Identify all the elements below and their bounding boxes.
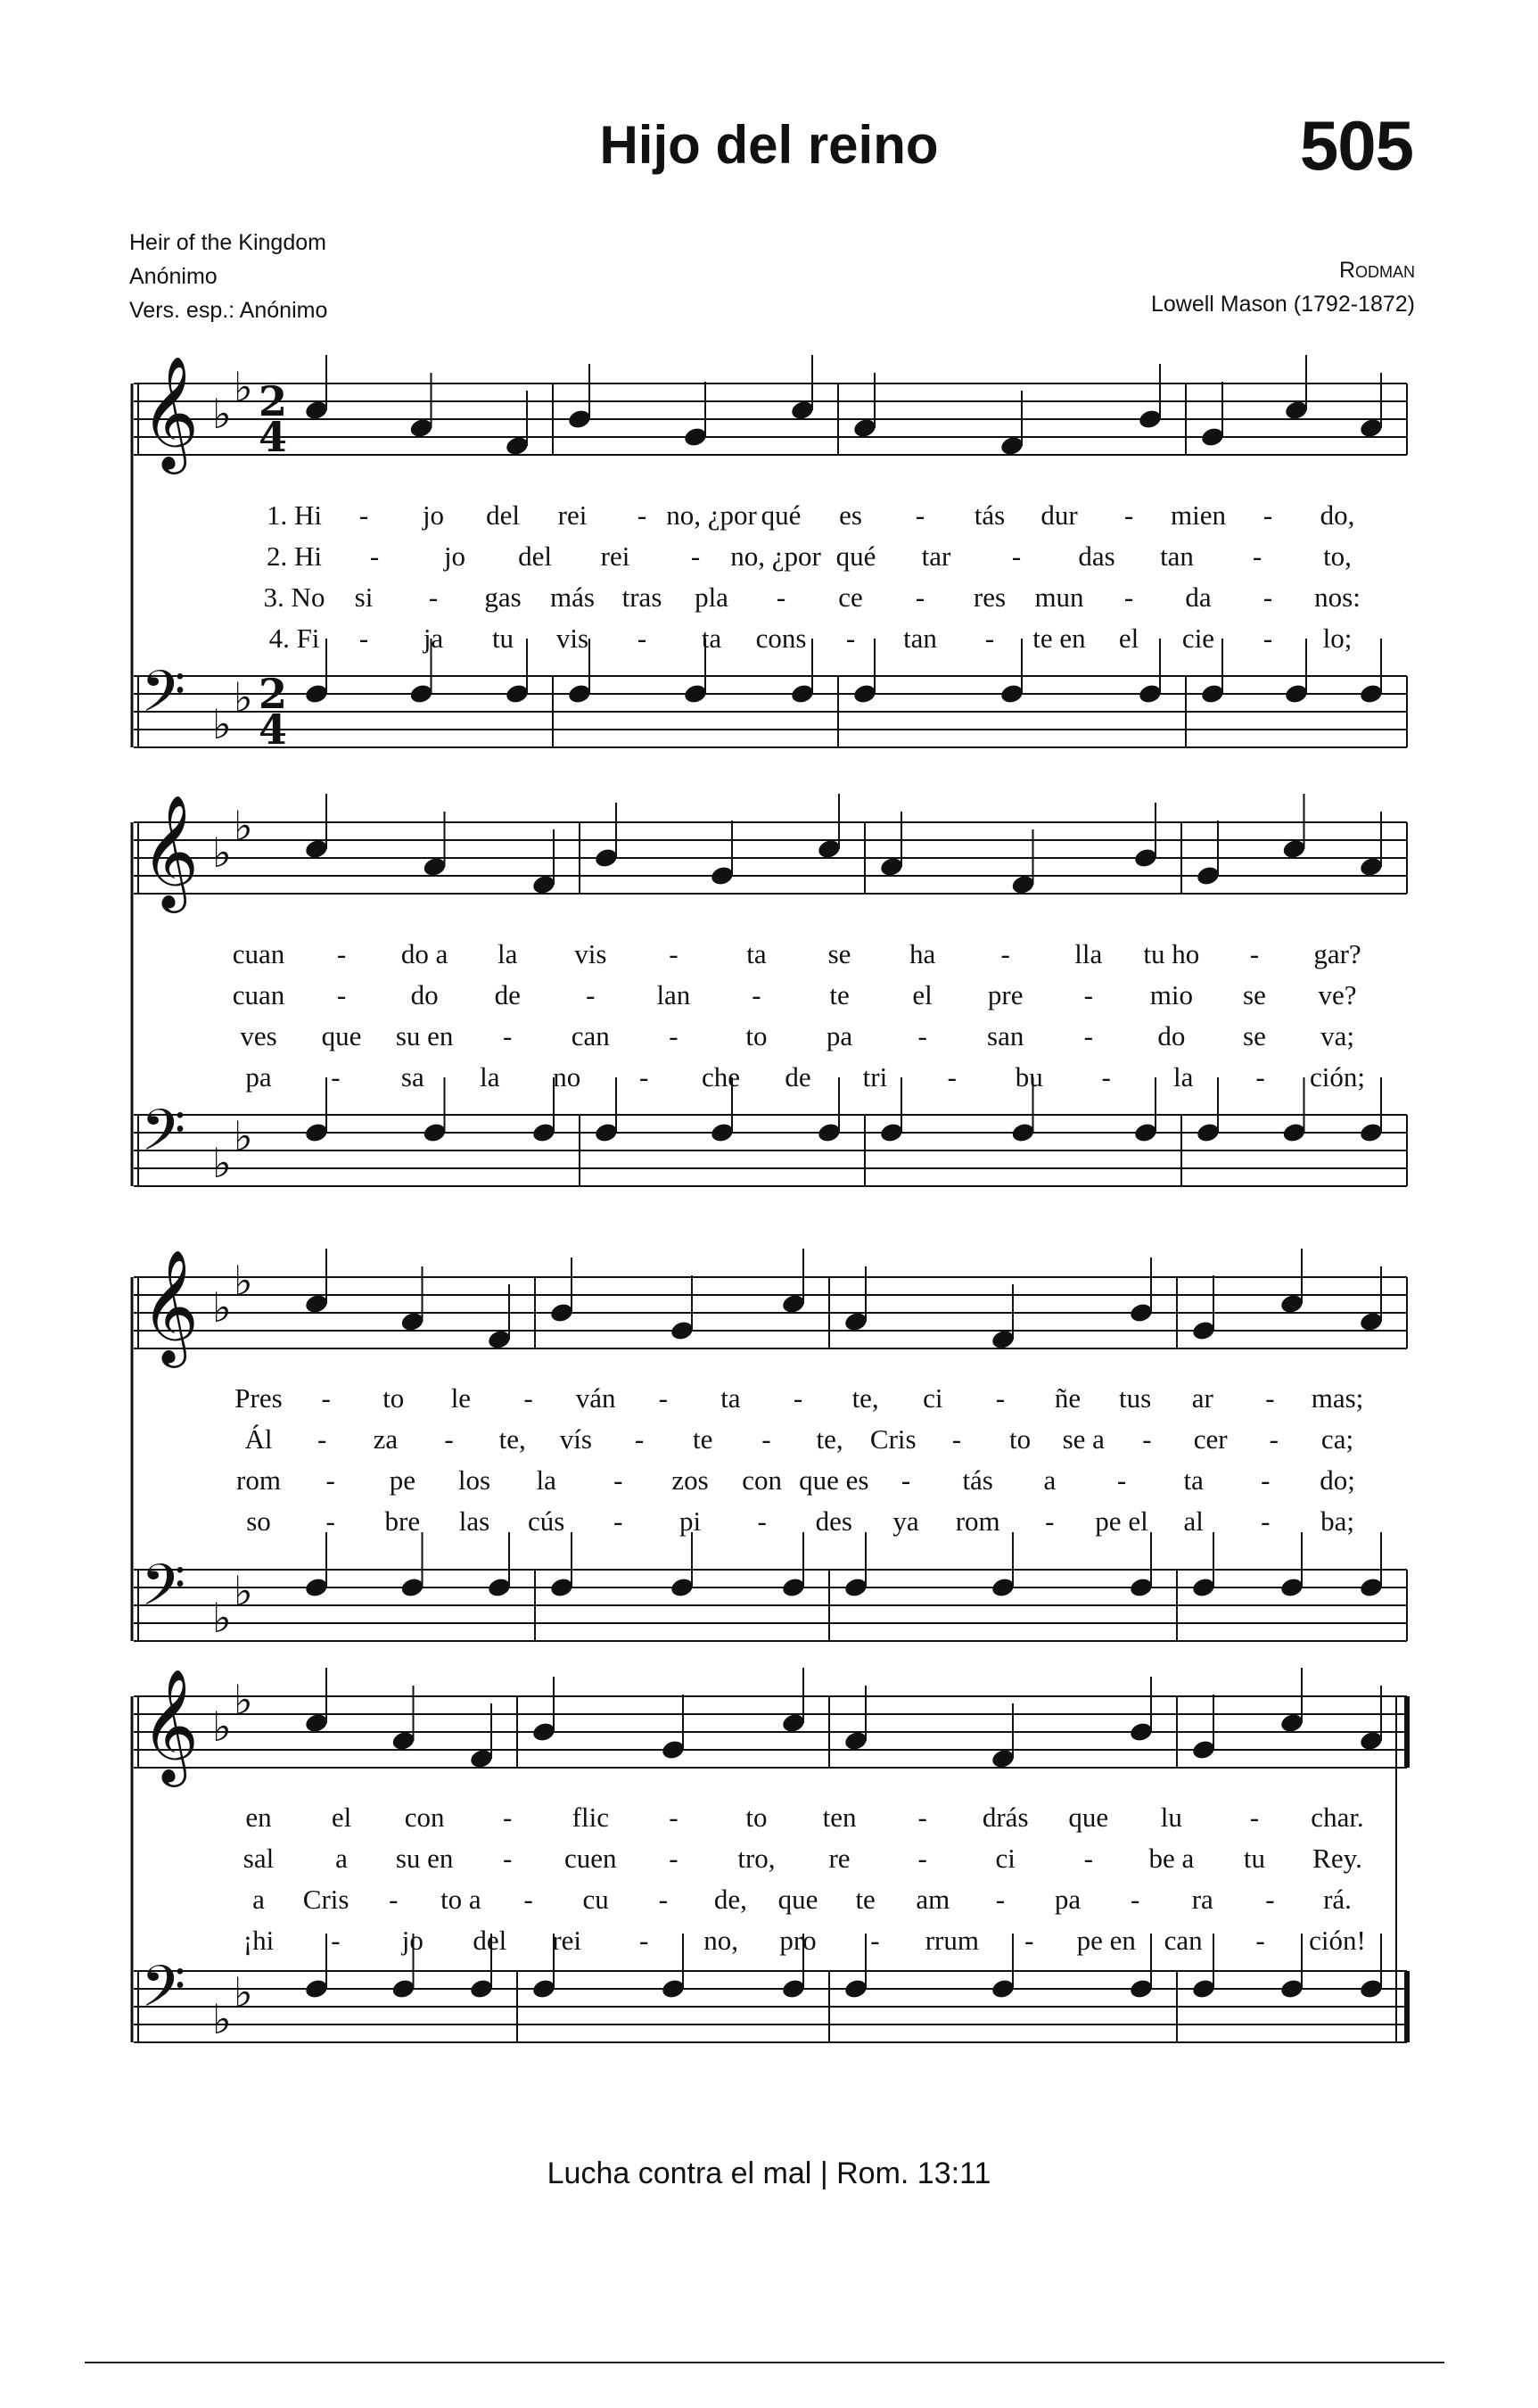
lyric-hyphen: -: [1262, 623, 1273, 654]
lyric-hyphen: -: [1142, 1423, 1152, 1455]
lyric-hyphen: -: [1024, 1925, 1034, 1956]
lyric-syllable: te: [693, 1423, 713, 1455]
lyric-syllable: vis: [574, 938, 607, 969]
lyric-syllable: de: [494, 979, 521, 1010]
lyric-syllable: no,: [703, 1925, 738, 1956]
lyric-syllable: cús: [527, 1505, 565, 1537]
lyric-syllable: 4. Fi: [268, 623, 320, 654]
lyric-syllable: rá.: [1323, 1884, 1352, 1915]
flat-icon: ♭: [234, 1257, 253, 1305]
lyric-hyphen: -: [336, 938, 347, 969]
lyric-syllable: be a: [1148, 1843, 1195, 1874]
lyric-hyphen: -: [503, 1020, 513, 1051]
lyric-hyphen: -: [325, 1464, 335, 1496]
lyric-syllable: mio: [1149, 979, 1193, 1010]
lyric-hyphen: -: [638, 1061, 649, 1093]
lyric-syllable: cu: [582, 1884, 609, 1915]
lyric-hyphen: -: [331, 1061, 341, 1093]
lyric-hyphen: -: [358, 623, 369, 654]
lyric-syllable: ya: [892, 1505, 919, 1537]
lyric-syllable: ción;: [1310, 1061, 1365, 1093]
lyric-hyphen: -: [1265, 1382, 1275, 1414]
lyric-hyphen: -: [901, 1464, 911, 1496]
lyric-hyphen: -: [870, 1925, 880, 1956]
lyric-syllable: la: [498, 938, 518, 969]
lyric-hyphen: -: [669, 1802, 679, 1833]
lyric-syllable: tras: [621, 581, 662, 613]
lyric-syllable: cons: [755, 623, 807, 654]
lyric-syllable: gas: [484, 581, 522, 613]
flat-icon: ♭: [212, 700, 232, 748]
lyric-syllable: qué: [835, 540, 876, 572]
lyric-hyphen: -: [658, 1884, 668, 1915]
lyric-syllable: el: [331, 1802, 352, 1833]
lyric-syllable: ra: [1191, 1884, 1213, 1915]
flat-icon: ♭: [234, 1112, 253, 1160]
lyric-syllable: ta: [701, 623, 722, 654]
lyric-syllable: vís: [559, 1423, 592, 1455]
treble-clef-icon: 𝄞: [141, 1668, 200, 1782]
lyric-syllable: te: [855, 1884, 876, 1915]
lyric-hyphen: -: [1265, 1884, 1275, 1915]
lyric-syllable: rom: [955, 1505, 1000, 1537]
lyric-syllable: a: [252, 1884, 265, 1915]
lyric-syllable: dur: [1040, 499, 1078, 531]
lyric-syllable: rom: [236, 1464, 281, 1496]
lyric-syllable: to: [745, 1020, 768, 1051]
flat-icon: ♭: [212, 1995, 232, 2043]
lyric-syllable: nos:: [1314, 581, 1361, 613]
flat-icon: ♭: [212, 1283, 232, 1332]
lyric-syllable: con: [742, 1464, 783, 1496]
lyric-hyphen: -: [317, 1423, 327, 1455]
lyric-hyphen: -: [669, 1020, 679, 1051]
lyric-hyphen: -: [761, 1423, 771, 1455]
lyric-syllable: el: [1118, 623, 1139, 654]
lyric-syllable: tus: [1119, 1382, 1152, 1414]
lyric-hyphen: -: [637, 499, 647, 531]
lyric-syllable: re: [828, 1843, 851, 1874]
lyric-hyphen: -: [613, 1464, 623, 1496]
lyric-syllable: cer: [1193, 1423, 1228, 1455]
lyric-hyphen: -: [951, 1423, 962, 1455]
flat-icon: ♭: [212, 390, 232, 438]
lyric-syllable: lla: [1074, 938, 1103, 969]
lyric-hyphen: -: [947, 1061, 958, 1093]
lyric-hyphen: -: [669, 1843, 679, 1874]
lyric-hyphen: -: [638, 1925, 649, 1956]
lyric-syllable: pro: [779, 1925, 817, 1956]
treble-clef-icon: 𝄞: [141, 355, 200, 469]
lyric-syllable: do: [410, 979, 439, 1010]
lyric-syllable: ba;: [1320, 1505, 1354, 1537]
translator: Vers. esp.: Anónimo: [129, 298, 328, 323]
lyric-syllable: cuan: [232, 938, 285, 969]
lyric-syllable: char.: [1311, 1802, 1364, 1833]
lyric-syllable: pi: [679, 1505, 702, 1537]
bass-clef-icon: 𝄢: [141, 1553, 186, 1633]
lyric-syllable: tri: [862, 1061, 888, 1093]
lyric-syllable: am: [916, 1884, 950, 1915]
lyric-syllable: das: [1078, 540, 1115, 572]
lyric-syllable: san: [987, 1020, 1024, 1051]
lyric-hyphen: -: [793, 1382, 803, 1414]
lyric-hyphen: -: [358, 499, 369, 531]
lyric-syllable: ha: [909, 938, 936, 969]
lyric-syllable: Pres: [234, 1382, 283, 1414]
lyric-syllable: tan: [903, 623, 937, 654]
lyric-syllable: qué: [761, 499, 802, 531]
lyric-syllable: de,: [713, 1884, 747, 1915]
lyric-syllable: del: [518, 540, 552, 572]
lyric-syllable: pa: [1054, 1884, 1082, 1915]
lyric-hyphen: -: [1083, 1843, 1093, 1874]
lyric-syllable: pa: [245, 1061, 272, 1093]
lyric-hyphen: -: [1262, 581, 1273, 613]
lyric-hyphen: -: [1249, 1802, 1260, 1833]
lyric-hyphen: -: [1083, 1020, 1093, 1051]
footer-reference: Rom. 13:11: [836, 2156, 991, 2190]
lyric-syllable: to: [745, 1802, 768, 1833]
lyric-syllable: los: [457, 1464, 491, 1496]
time-signature-digit: 4: [259, 413, 288, 461]
lyric-hyphen: -: [1269, 1423, 1279, 1455]
lyric-syllable: pe en: [1076, 1925, 1136, 1956]
lyric-syllable: al: [1183, 1505, 1204, 1537]
bass-clef-icon: 𝄢: [141, 659, 186, 739]
lyric-syllable: so: [246, 1505, 271, 1537]
lyric-syllable: do,: [1320, 499, 1355, 531]
lyric-hyphen: -: [776, 581, 786, 613]
lyric-syllable: la: [480, 1061, 500, 1093]
lyric-syllable: 3. No: [263, 581, 325, 613]
lyric-syllable: del: [473, 1925, 507, 1956]
lyric-hyphen: -: [995, 1382, 1006, 1414]
lyric-syllable: lu: [1160, 1802, 1182, 1833]
flat-icon: ♭: [212, 1139, 232, 1187]
lyric-syllable: to a: [440, 1884, 481, 1915]
lyric-syllable: que: [1068, 1802, 1109, 1833]
lyric-syllable: la: [536, 1464, 556, 1496]
lyric-hyphen: -: [613, 1505, 623, 1537]
flat-icon: ♭: [234, 802, 253, 850]
lyric-hyphen: -: [634, 1423, 645, 1455]
time-signature-digit: 2: [259, 670, 288, 718]
lyric-syllable: pe el: [1095, 1505, 1148, 1537]
lyric-hyphen: -: [1255, 1925, 1265, 1956]
lyric-syllable: sa: [400, 1061, 424, 1093]
lyric-hyphen: -: [325, 1505, 335, 1537]
lyric-hyphen: -: [523, 1884, 533, 1915]
lyric-syllable: pre: [987, 979, 1024, 1010]
lyric-syllable: rei: [552, 1925, 582, 1956]
bass-clef-icon: 𝄢: [141, 1954, 186, 2034]
lyric-syllable: to: [382, 1382, 405, 1414]
lyric-syllable: te: [829, 979, 850, 1010]
lyric-hyphen: -: [444, 1423, 454, 1455]
lyric-syllable: res: [973, 581, 1007, 613]
lyric-syllable: a: [1043, 1464, 1057, 1496]
lyric-hyphen: -: [984, 623, 995, 654]
lyric-hyphen: -: [336, 979, 347, 1010]
lyric-syllable: jo: [422, 499, 445, 531]
lyric-syllable: no, ¿por: [666, 499, 757, 531]
lyric-syllable: ñe: [1054, 1382, 1082, 1414]
lyric-syllable: ca;: [1320, 1423, 1354, 1455]
flat-icon: ♭: [212, 1703, 232, 1751]
lyric-hyphen: -: [1255, 1061, 1265, 1093]
lyric-syllable: tás: [962, 1464, 993, 1496]
lyric-syllable: ten: [822, 1802, 857, 1833]
lyric-syllable: gar?: [1313, 938, 1361, 969]
footer: [0, 2156, 1538, 2191]
lyric-hyphen: -: [321, 1382, 331, 1414]
lyric-syllable: ción!: [1309, 1925, 1366, 1956]
author: Anónimo: [129, 264, 218, 289]
lyric-syllable: tro,: [737, 1843, 776, 1874]
lyric-syllable: ci: [995, 1843, 1016, 1874]
treble-clef-icon: 𝄞: [141, 794, 200, 908]
bass-clef-icon: 𝄢: [141, 1098, 186, 1178]
lyric-hyphen: -: [757, 1505, 767, 1537]
lyric-syllable: sal: [243, 1843, 275, 1874]
lyric-hyphen: -: [1000, 938, 1010, 969]
lyric-syllable: 1. Hi: [267, 499, 322, 531]
lyric-syllable: 2. Hi: [267, 540, 322, 572]
bottom-rule: [85, 2362, 1444, 2363]
lyric-syllable: lan: [656, 979, 691, 1010]
lyric-hyphen: -: [1261, 1505, 1271, 1537]
lyric-syllable: que: [777, 1884, 818, 1915]
lyric-syllable: tan: [1160, 540, 1194, 572]
lyric-syllable: drás: [982, 1802, 1029, 1833]
lyric-hyphen: -: [1123, 581, 1134, 613]
lyric-hyphen: -: [637, 623, 647, 654]
lyric-syllable: tu: [491, 623, 514, 654]
lyric-syllable: za: [373, 1423, 399, 1455]
lyric-syllable: vis: [555, 623, 589, 654]
lyric-syllable: can: [1164, 1925, 1203, 1956]
lyric-syllable: se: [827, 938, 851, 969]
lyric-syllable: de: [785, 1061, 811, 1093]
lyric-syllable: jo: [443, 540, 466, 572]
lyric-syllable: lo;: [1322, 623, 1353, 654]
lyric-syllable: el: [912, 979, 933, 1010]
lyric-syllable: que: [321, 1020, 362, 1051]
lyric-syllable: do: [1157, 1020, 1186, 1051]
lyric-syllable: ci: [923, 1382, 943, 1414]
lyric-syllable: en: [245, 1802, 272, 1833]
lyric-syllable: jo: [401, 1925, 424, 1956]
lyric-hyphen: -: [1011, 540, 1022, 572]
lyric-syllable: tu ho: [1143, 938, 1200, 969]
lyric-syllable: mien: [1171, 499, 1226, 531]
lyric-syllable: la: [1172, 1061, 1194, 1093]
lyric-hyphen: -: [389, 1884, 399, 1915]
lyric-hyphen: -: [995, 1884, 1006, 1915]
lyric-syllable: do;: [1320, 1464, 1355, 1496]
lyric-syllable: bre: [384, 1505, 421, 1537]
lyric-hyphen: -: [752, 979, 761, 1010]
lyric-syllable: ¡hi: [243, 1925, 275, 1956]
lyric-hyphen: -: [586, 979, 596, 1010]
lyric-hyphen: -: [1045, 1505, 1055, 1537]
lyric-hyphen: -: [1249, 938, 1260, 969]
lyric-syllable: se: [1243, 979, 1266, 1010]
footer-separator: |: [819, 2156, 828, 2190]
lyric-hyphen: -: [917, 1843, 927, 1874]
lyric-hyphen: -: [1101, 1061, 1111, 1093]
lyric-syllable: con: [404, 1802, 445, 1833]
lyric-syllable: bu: [1015, 1061, 1043, 1093]
lyric-syllable: ves: [240, 1020, 277, 1051]
lyric-syllable: ve?: [1318, 979, 1357, 1010]
flat-icon: ♭: [212, 829, 232, 877]
lyric-syllable: des: [815, 1505, 852, 1537]
lyric-hyphen: -: [369, 540, 380, 572]
lyric-syllable: Cris: [302, 1884, 350, 1915]
lyric-syllable: rei: [557, 499, 588, 531]
lyric-hyphen: -: [658, 1382, 668, 1414]
lyric-syllable: no, ¿por: [730, 540, 821, 572]
lyric-syllable: zos: [671, 1464, 709, 1496]
lyric-syllable: do a: [400, 938, 448, 969]
lyric-syllable: del: [486, 499, 520, 531]
lyric-hyphen: -: [523, 1382, 533, 1414]
lyric-syllable: cuen: [564, 1843, 617, 1874]
lyric-syllable: pa: [826, 1020, 853, 1051]
time-signature-digit: 2: [259, 377, 288, 425]
lyric-syllable: no: [553, 1061, 581, 1093]
lyric-hyphen: -: [915, 581, 925, 613]
lyric-syllable: ja: [423, 623, 444, 654]
lyric-syllable: te,: [498, 1423, 526, 1455]
flat-icon: ♭: [212, 1594, 232, 1642]
lyric-syllable: ván: [575, 1382, 616, 1414]
lyric-syllable: da: [1185, 581, 1212, 613]
lyric-syllable: va;: [1320, 1020, 1354, 1051]
flat-icon: ♭: [234, 1968, 253, 2016]
lyric-hyphen: -: [1116, 1464, 1127, 1496]
lyric-hyphen: -: [669, 938, 679, 969]
lyric-syllable: cuan: [232, 979, 285, 1010]
lyric-syllable: rei: [600, 540, 630, 572]
lyric-hyphen: -: [1252, 540, 1262, 572]
footer-topic: Lucha contra el mal: [547, 2156, 812, 2190]
tune-name: Rodman: [1338, 258, 1415, 283]
lyric-syllable: se a: [1062, 1423, 1105, 1455]
flat-icon: ♭: [234, 1676, 253, 1724]
lyric-syllable: a: [335, 1843, 348, 1874]
treble-clef-icon: 𝄞: [141, 1249, 200, 1363]
flat-icon: ♭: [234, 1567, 253, 1615]
lyric-syllable: tás: [974, 499, 1006, 531]
lyric-hyphen: -: [1261, 1464, 1271, 1496]
lyric-hyphen: -: [428, 581, 439, 613]
lyric-syllable: es: [839, 499, 862, 531]
lyric-syllable: más: [550, 581, 595, 613]
lyric-hyphen: -: [1262, 499, 1273, 531]
lyric-syllable: las: [458, 1505, 490, 1537]
lyric-hyphen: -: [917, 1802, 927, 1833]
lyric-hyphen: -: [690, 540, 701, 572]
lyric-syllable: te en: [1032, 623, 1086, 654]
lyric-syllable: su en: [395, 1020, 454, 1051]
lyric-syllable: rrum: [925, 1925, 979, 1956]
lyric-hyphen: -: [503, 1843, 513, 1874]
lyric-syllable: te,: [851, 1382, 879, 1414]
lyric-syllable: Cris: [869, 1423, 917, 1455]
english-title: Heir of the Kingdom: [129, 230, 326, 255]
lyric-syllable: tu: [1243, 1843, 1265, 1874]
lyric-syllable: cie: [1181, 623, 1215, 654]
lyric-hyphen: -: [1123, 499, 1134, 531]
hymn-number: 505: [1299, 106, 1413, 185]
flat-icon: ♭: [234, 673, 253, 722]
lyric-hyphen: -: [331, 1925, 341, 1956]
time-signature-digit: 4: [259, 705, 288, 754]
lyric-syllable: te,: [816, 1423, 843, 1455]
lyric-syllable: to,: [1323, 540, 1352, 572]
lyric-syllable: Ál: [244, 1423, 273, 1455]
flat-icon: ♭: [234, 363, 253, 411]
lyric-hyphen: -: [915, 499, 925, 531]
composer: Lowell Mason (1792-1872): [1150, 292, 1415, 317]
lyric-syllable: Rey.: [1312, 1843, 1362, 1874]
lyric-syllable: su en: [395, 1843, 454, 1874]
lyric-syllable: ta: [1183, 1464, 1204, 1496]
lyric-hyphen: -: [845, 623, 856, 654]
page-title: Hijo del reino: [599, 115, 939, 175]
lyric-syllable: che: [702, 1061, 741, 1093]
lyric-syllable: to: [1009, 1423, 1032, 1455]
lyric-syllable: flic: [572, 1802, 609, 1833]
lyric-syllable: ta: [746, 938, 767, 969]
lyric-syllable: si: [354, 581, 374, 613]
lyric-hyphen: -: [917, 1020, 927, 1051]
lyric-syllable: mun: [1034, 581, 1084, 613]
lyric-syllable: ta: [720, 1382, 741, 1414]
lyric-hyphen: -: [1130, 1884, 1140, 1915]
lyric-syllable: se: [1243, 1020, 1266, 1051]
lyric-syllable: tar: [921, 540, 951, 572]
lyric-syllable: le: [450, 1382, 472, 1414]
lyric-syllable: pla: [695, 581, 728, 613]
lyric-syllable: ce: [838, 581, 863, 613]
lyric-syllable: mas;: [1311, 1382, 1364, 1414]
lyric-hyphen: -: [1083, 979, 1093, 1010]
lyric-syllable: pe: [389, 1464, 415, 1496]
lyric-syllable: que es: [799, 1464, 869, 1496]
lyric-syllable: ar: [1191, 1382, 1213, 1414]
lyric-hyphen: -: [503, 1802, 513, 1833]
lyric-syllable: can: [571, 1020, 610, 1051]
